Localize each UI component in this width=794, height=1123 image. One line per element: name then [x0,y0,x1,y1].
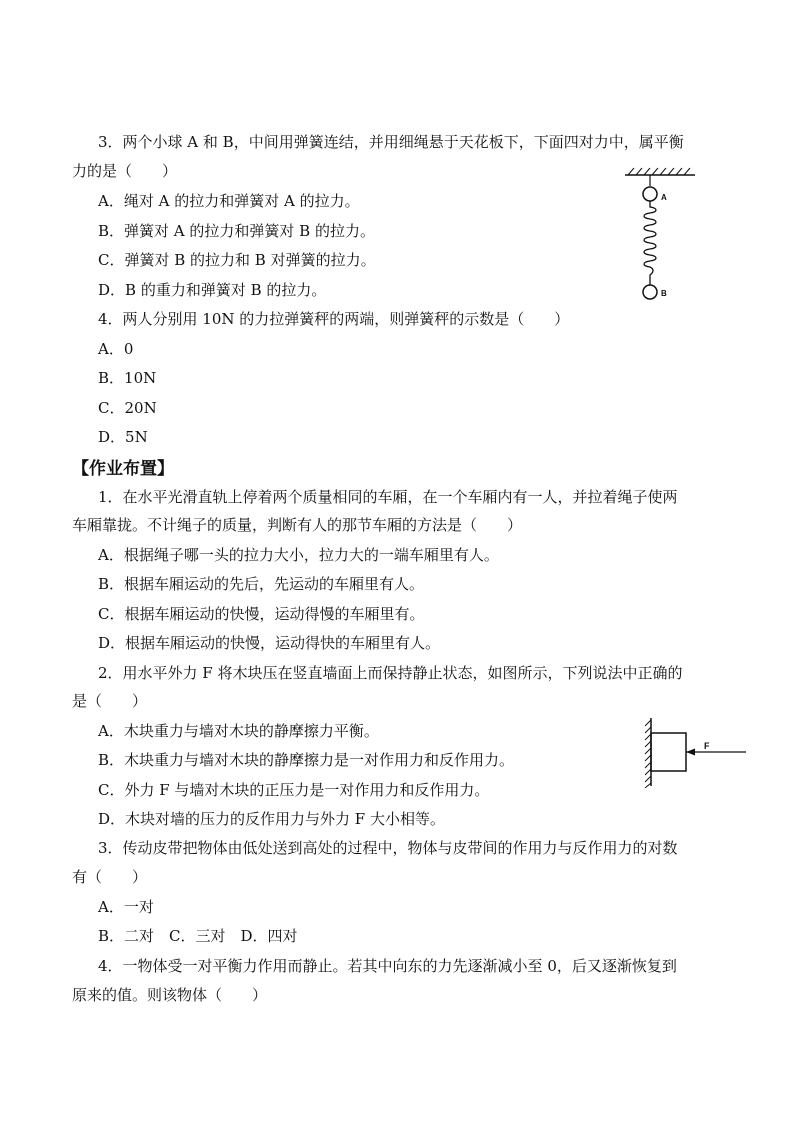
q4-option-b: B．10N [98,369,157,387]
hw-q1-option-c: C．根据车厢运动的快慢，运动得慢的车厢里有。 [98,605,425,623]
hw-q2-stem-line2: 是（ ） [72,692,148,710]
hw-q2-option-a: A．木块重力与墙对木块的静摩擦力平衡。 [98,722,379,740]
q4-option-d: D．5N [98,428,148,446]
hw-q3-stem-line2: 有（ ） [72,868,148,886]
hw-q1-option-d: D．根据车厢运动的快慢，运动得快的车厢里有人。 [98,634,441,652]
hw-q3-stem-line1: 3．传动皮带把物体由低处送到高处的过程中，物体与皮带间的作用力与反作用力的对数 [98,839,678,857]
hw-q1-option-a: A．根据绳子哪一头的拉力大小，拉力大的一端车厢里有人。 [98,546,499,564]
hw-q3-option-a: A．一对 [98,898,154,916]
hw-q3-options-bcd: B．二对 C．三对 D．四对 [98,927,298,945]
ball-a-label: A [661,193,667,202]
q3-stem-line2: 力的是（ ） [72,162,178,180]
q3-option-d: D．B 的重力和弹簧对 B 的拉力。 [98,281,327,299]
q3-option-c: C．弹簧对 B 的拉力和 B 对弹簧的拉力。 [98,251,376,269]
wall-block-figure [640,716,750,788]
section-heading: 【作业布置】 [72,459,174,479]
q3-option-b: B．弹簧对 A 的拉力和弹簧对 B 的拉力。 [98,222,375,240]
hw-q4-stem-line2: 原来的值。则该物体（ ） [72,986,268,1004]
spring-figure [620,165,700,305]
hw-q4-stem-line1: 4．一物体受一对平衡力作用而静止。若其中向东的力先逐渐减小至 0，后又逐渐恢复到 [98,957,677,975]
q4-option-a: A．0 [98,340,134,358]
hw-q2-option-d: D．木块对墙的压力的反作用力与外力 F 大小相等。 [98,810,445,828]
q3-option-a: A．绳对 A 的拉力和弹簧对 A 的拉力。 [98,192,360,210]
hw-q2-option-b: B．木块重力与墙对木块的静摩擦力是一对作用力和反作用力。 [98,751,515,769]
q3-stem-line1: 3．两个小球 A 和 B，中间用弹簧连结，并用细绳悬于天花板下，下面四对力中，属平衡 [98,133,684,151]
q4-option-c: C．20N [98,399,157,417]
q4-stem: 4．两人分别用 10N 的力拉弹簧秤的两端，则弹簧秤的示数是（ ） [98,310,570,328]
ball-b-label: B [661,289,667,298]
hw-q1-option-b: B．根据车厢运动的先后，先运动的车厢里有人。 [98,575,425,593]
hw-q1-stem-line1: 1．在水平光滑直轨上停着两个质量相同的车厢，在一个车厢内有一人，并拉着绳子使两 [98,488,678,506]
hw-q2-option-c: C．外力 F 与墙对木块的正压力是一对作用力和反作用力。 [98,781,490,799]
hw-q1-stem-line2: 车厢靠拢。不计绳子的质量，判断有人的那节车厢的方法是（ ） [72,516,523,534]
force-f-label: F [704,741,710,751]
hw-q2-stem-line1: 2．用水平外力 F 将木块压在竖直墙面上而保持静止状态，如图所示，下列说法中正确的 [98,664,683,682]
